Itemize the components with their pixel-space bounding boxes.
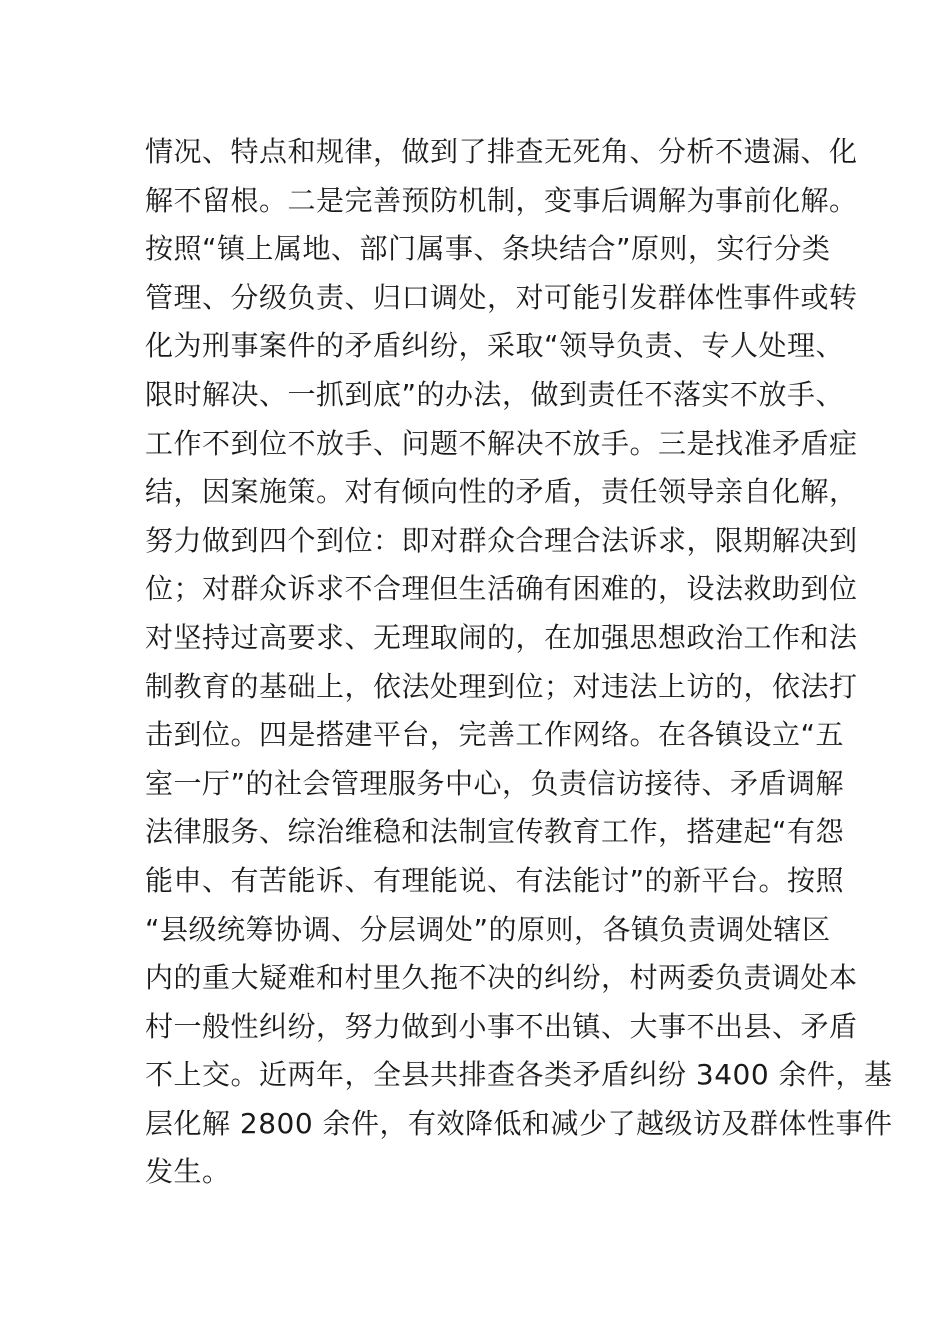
text-line: 室一厅”的社会管理服务中心，负责信访接待、矛盾调解 — [145, 766, 845, 800]
text-line: 工作不到位不放手、问题不解决不放手。三是找准矛盾症 — [145, 426, 858, 460]
text-line: 村一般性纠纷，努力做到小事不出镇、大事不出县、矛盾 — [145, 1009, 858, 1043]
text-line: “县级统筹协调、分层调处”的原则，各镇负责调处辖区 — [145, 912, 831, 946]
text-line: 按照“镇上属地、部门属事、条块结合”原则，实行分类 — [145, 232, 831, 266]
text-line: 管理、分级负责、归口调处，对可能引发群体性事件或转 — [145, 280, 858, 314]
text-line: 不上交。近两年，全县共排查各类矛盾纠纷 3400 余件，基 — [145, 1058, 893, 1092]
text-line: 解不留根。二是完善预防机制，变事后调解为事前化解。 — [145, 183, 858, 217]
text-line: 情况、特点和规律，做到了排查无死角、分析不遗漏、化 — [145, 135, 858, 168]
text-line: 结，因案施策。对有倾向性的矛盾，责任领导亲自化解， — [145, 475, 858, 509]
text-line: 努力做到四个到位：即对群众合理合法诉求，限期解决到 — [145, 523, 858, 557]
text-line: 发生。 — [145, 1155, 231, 1189]
text-line: 位；对群众诉求不合理但生活确有困难的，设法救助到位 — [145, 572, 858, 606]
text-line: 化为刑事案件的矛盾纠纷，采取“领导负责、专人处理、 — [145, 329, 845, 363]
text-line: 法律服务、综治维稳和法制宣传教育工作，搭建起“有怨 — [145, 815, 845, 849]
text-line: 对坚持过高要求、无理取闹的，在加强思想政治工作和法 — [145, 620, 858, 654]
text-line: 限时解决、一抓到底”的办法，做到责任不落实不放手、 — [145, 377, 845, 411]
text-line: 内的重大疑难和村里久拖不决的纠纷，村两委负责调处本 — [145, 961, 858, 995]
text-line: 层化解 2800 余件，有效降低和减少了越级访及群体性事件 — [145, 1106, 893, 1140]
text-line: 制教育的基础上，依法处理到位；对违法上访的，依法打 — [145, 669, 858, 703]
text-line: 能申、有苦能诉、有理能说、有法能讨”的新平台。按照 — [145, 863, 845, 897]
text-line: 击到位。四是搭建平台，完善工作网络。在各镇设立“五 — [145, 718, 845, 752]
body-paragraph — [145, 128, 893, 1197]
